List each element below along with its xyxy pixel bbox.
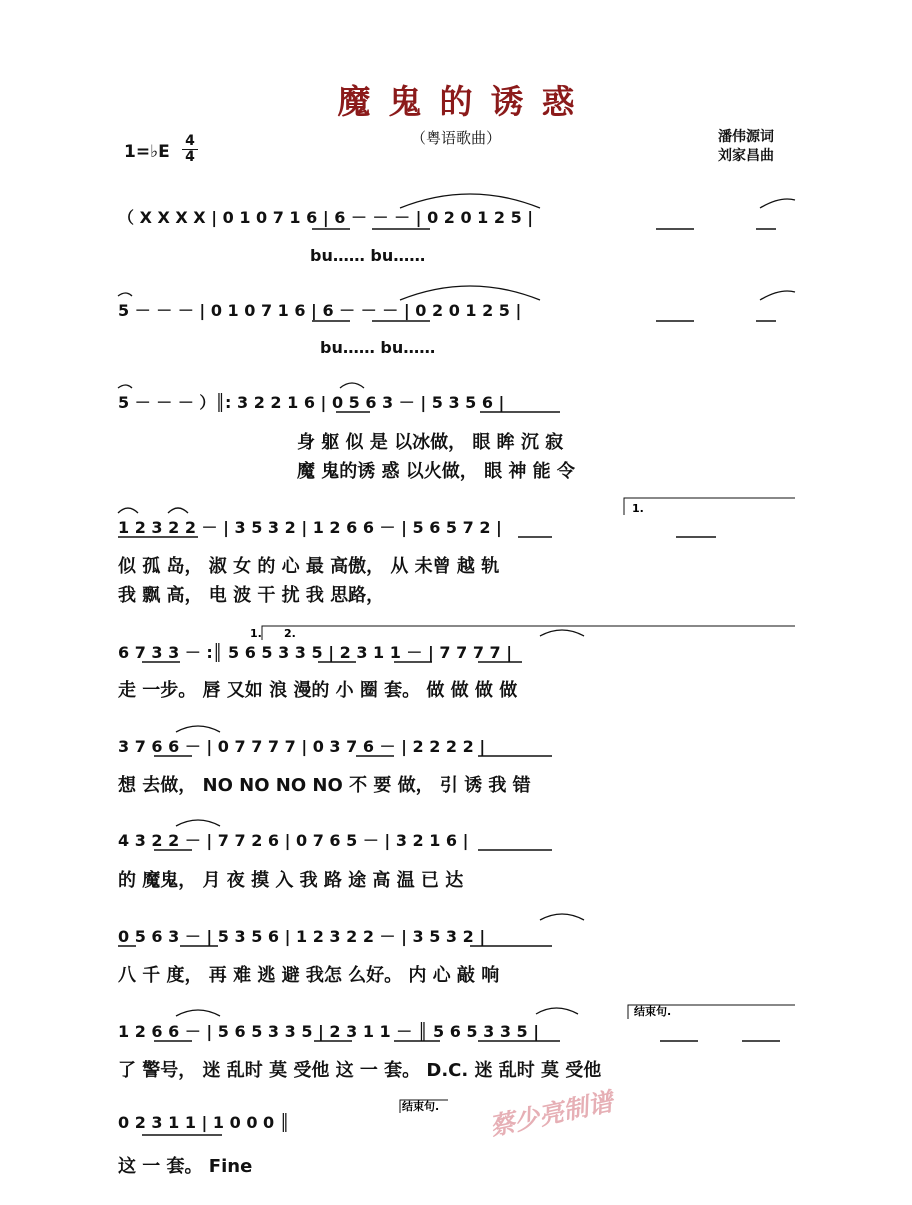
tie-arc (340, 383, 364, 388)
tie-arc (400, 286, 540, 300)
notation-row-8: 0 5 6 3 － | 5 3 5 6 | 1 2 3 2 2 － | 3 5 3 2 | (118, 927, 486, 946)
time-signature-bottom: 4 (185, 149, 195, 165)
notation-row-7: 4 3 2 2 － | 7 7 2 6 | 0 7 6 5 － | 3 2 1 6 | (118, 831, 469, 850)
notation-row-3: 5 － － － ）║: 3 2 2 1 6 | 0 5 6 3 － | 5 3 5 6 | (118, 393, 505, 412)
lyric-row-7-verse-1: 的 魔鬼， 月 夜 摸 入 我 路 途 高 温 已 达 (118, 870, 464, 891)
lyric-row-9-verse-1: 了 警号， 迷 乱时 莫 受他 这 一 套。 D.C. 迷 乱时 莫 受他 (118, 1060, 602, 1081)
tie-arc (118, 508, 138, 513)
volta-label-1: 1. (632, 502, 644, 515)
volta-label-3: 2. (284, 627, 296, 640)
volta-bracket-1 (624, 498, 795, 515)
lyric-row-4-verse-1: 似 孤 岛， 淑 女 的 心 最 高傲， 从 未曾 越 轨 (118, 556, 500, 577)
tie-arc (536, 1008, 578, 1014)
volta-label-2: 1. (250, 627, 262, 640)
tie-arc (540, 914, 584, 920)
watermark: 蔡少亮制谱 (487, 1086, 616, 1142)
tie-arc (168, 508, 188, 513)
lyric-row-3-verse-1: 身 躯 似 是 以冰做， 眼 眸 沉 寂 (297, 432, 564, 453)
tie-arc (118, 385, 132, 388)
tie-arc (760, 199, 795, 208)
tie-arc (176, 820, 220, 826)
notation-row-6: 3 7 6 6 － | 0 7 7 7 7 | 0 3 7 6 － | 2 2 2 2 | (118, 737, 486, 756)
lyric-row-6-verse-1: 想 去做， NO NO NO NO 不 要 做， 引 诱 我 错 (118, 775, 531, 796)
notation-row-1: （ X X X X | 0 1 0 7 1 6 | 6 － － － | 0 2 0 1 2 5 | (118, 208, 534, 227)
lyricist-credit: 潘伟源词 (718, 129, 774, 145)
notation-row-5: 6 7 3 3 － :║ 5 6 5 3 3 5 | 2 3 1 1 － | 7 7 7 7 | (118, 643, 513, 662)
notation-row-4: 1 2 3 2 2 － | 3 5 3 2 | 1 2 6 6 － | 5 6 5 7 2 | (118, 518, 502, 537)
lyric-row-4-verse-2: 我 飘 高， 电 波 干 扰 我 思路， (118, 585, 385, 606)
tie-arc (400, 194, 540, 208)
song-title: 魔鬼的诱惑 (337, 82, 593, 121)
lyric-row-10-verse-1: 这 一 套。 Fine (118, 1156, 253, 1177)
composer-credit: 刘家昌曲 (718, 148, 774, 164)
tie-arc (118, 293, 132, 296)
lyric-row-3-verse-2: 魔 鬼的诱 惑 以火做， 眼 神 能 令 (297, 461, 575, 482)
tie-arc (540, 630, 584, 636)
song-subtitle: （粤语歌曲） (410, 129, 501, 147)
notation-row-10: 0 2 3 1 1 | 1 0 0 0 ║ (118, 1113, 290, 1132)
lyric-row-5-verse-1: 走 一步。 唇 又如 浪 漫的 小 圈 套。 做 做 做 做 (118, 680, 518, 701)
tie-arc (176, 1010, 220, 1016)
key-signature: 1=♭E (124, 142, 170, 162)
tie-arc (176, 726, 220, 732)
lyric-row-8-verse-1: 八 千 度， 再 难 逃 避 我怎 么好。 内 心 敲 响 (118, 965, 500, 986)
lyric-row-2-verse-1: bu…… bu…… (320, 338, 436, 357)
notation-row-9: 1 2 6 6 － | 5 6 5 3 3 5 | 2 3 1 1 － ║ 5 6 5 3 3 5 | (118, 1022, 540, 1041)
lyric-row-1-verse-1: bu…… bu…… (310, 246, 426, 265)
ending-label-2: 结束句. (402, 1100, 440, 1113)
tie-arc (760, 291, 795, 300)
notation-row-2: 5 － － － | 0 1 0 7 1 6 | 6 － － － | 0 2 0 1 2 5 | (118, 301, 522, 320)
ending-label-1: 结束句. (634, 1005, 672, 1018)
volta-bracket-2 (262, 626, 795, 640)
time-signature-top: 4 (185, 133, 195, 149)
